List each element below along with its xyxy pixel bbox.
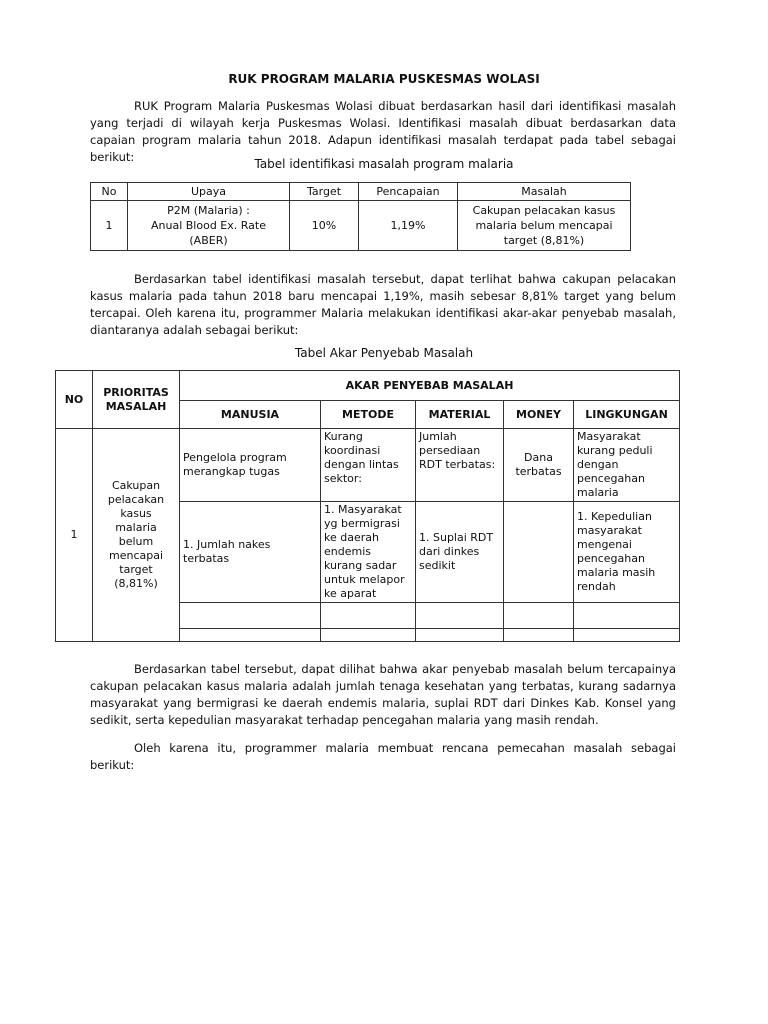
empty-cell: [416, 603, 504, 629]
cell-metode: 1. Masyarakat yg bermigrasi ke daerah endemis kurang sadar untuk melapor ke aparat: [321, 502, 416, 603]
empty-cell: [321, 603, 416, 629]
header-manusia: MANUSIA: [180, 401, 321, 429]
empty-cell: [574, 629, 680, 642]
cell-lingkungan: 1. Kepedulian masyarakat mengenai pencegahan malaria masih rendah: [574, 502, 680, 603]
cell-masalah: Cakupan pelacakan kasus malaria belum mencapai target (8,81%): [458, 201, 631, 251]
table-row: [56, 429, 680, 502]
cell-material: Jumlah persediaan RDT terbatas:: [416, 429, 504, 502]
empty-cell: [504, 603, 574, 629]
cell-material: 1. Suplai RDT dari dinkes sedikit: [416, 502, 504, 603]
cell-no: 1: [91, 201, 128, 251]
empty-cell: [180, 603, 321, 629]
table-row: [91, 201, 631, 251]
header-material: MATERIAL: [416, 401, 504, 429]
table1-header-row: [91, 183, 631, 201]
cell-money: [504, 502, 574, 603]
header-lingkungan: LINGKUNGAN: [574, 401, 680, 429]
header-no: NO: [56, 371, 93, 429]
empty-cell: [180, 629, 321, 642]
cell-manusia: 1. Jumlah nakes terbatas: [180, 502, 321, 603]
empty-cell: [416, 629, 504, 642]
header-money: MONEY: [504, 401, 574, 429]
problem-identification-table: [90, 182, 631, 251]
cell-money: Dana terbatas: [504, 429, 574, 502]
header-akar-penyebab: AKAR PENYEBAB MASALAH: [180, 371, 680, 401]
header-pencapaian: Pencapaian: [359, 183, 458, 201]
header-target: Target: [290, 183, 359, 201]
table2-caption: Tabel Akar Penyebab Masalah: [294, 346, 474, 360]
document-title: RUK PROGRAM MALARIA PUSKESMAS WOLASI: [228, 72, 540, 86]
table1-caption: Tabel identifikasi masalah program malaria: [254, 157, 514, 171]
analysis-paragraph: Berdasarkan tabel identifikasi masalah tersebut, dapat terlihat bahwa cakupan pelacakan kasus malaria pada tahun 2018 baru mencapai 1,19%, masih sebesar 8,81% target yang belum tercapai. Oleh karena itu, programmer Malaria melakukan identifikasi akar-akar penyebab masalah, diantaranya adalah sebagai berikut:: [90, 272, 676, 337]
cell-pencapaian: 1,19%: [359, 201, 458, 251]
empty-cell: [504, 629, 574, 642]
header-upaya: Upaya: [128, 183, 290, 201]
header-metode: METODE: [321, 401, 416, 429]
header-no: No: [91, 183, 128, 201]
intro-paragraph: RUK Program Malaria Puskesmas Wolasi dibuat berdasarkan hasil dari identifikasi masalah yang terjadi di wilayah kerja Puskesmas Wolasi. Identifikasi masalah dibuat berdasarkan data capaian program malaria tahun 2018. Adapun identifikasi masalah terdapat pada tabel sebagai berikut:: [90, 99, 676, 164]
conclusion-paragraph: Berdasarkan tabel tersebut, dapat dilihat bahwa akar penyebab masalah belum tercapainya cakupan pelacakan kasus malaria adalah jumlah tenaga kesehatan yang terbatas, kurang sadarnya masyarakat yang bermigrasi ke daerah endemis malaria, suplai RDT dari Dinkes Kab. Konsel yang sedikit, serta kepedulian masyarakat terhadap pencegahan malaria yang masih rendah.: [90, 662, 676, 727]
upaya-line1: P2M (Malaria) :: [167, 204, 250, 217]
cell-lingkungan: Masyarakat kurang peduli dengan pencegahan malaria: [574, 429, 680, 502]
cell-prioritas: Cakupan pelacakan kasus malaria belum mencapai target (8,81%): [93, 429, 180, 642]
root-cause-table: [55, 370, 680, 642]
upaya-line2: Anual Blood Ex. Rate (ABER): [151, 219, 266, 247]
header-masalah: Masalah: [458, 183, 631, 201]
table2-header-row: [56, 371, 680, 401]
cell-manusia: Pengelola program merangkap tugas: [180, 429, 321, 502]
cell-metode: Kurang koordinasi dengan lintas sektor:: [321, 429, 416, 502]
empty-cell: [574, 603, 680, 629]
cell-target: 10%: [290, 201, 359, 251]
cell-upaya: [128, 201, 290, 251]
closing-paragraph: Oleh karena itu, programmer malaria membuat rencana pemecahan masalah sebagai berikut:: [90, 741, 676, 772]
header-prioritas: PRIORITAS MASALAH: [93, 371, 180, 429]
empty-cell: [321, 629, 416, 642]
cell-no: 1: [56, 429, 93, 642]
